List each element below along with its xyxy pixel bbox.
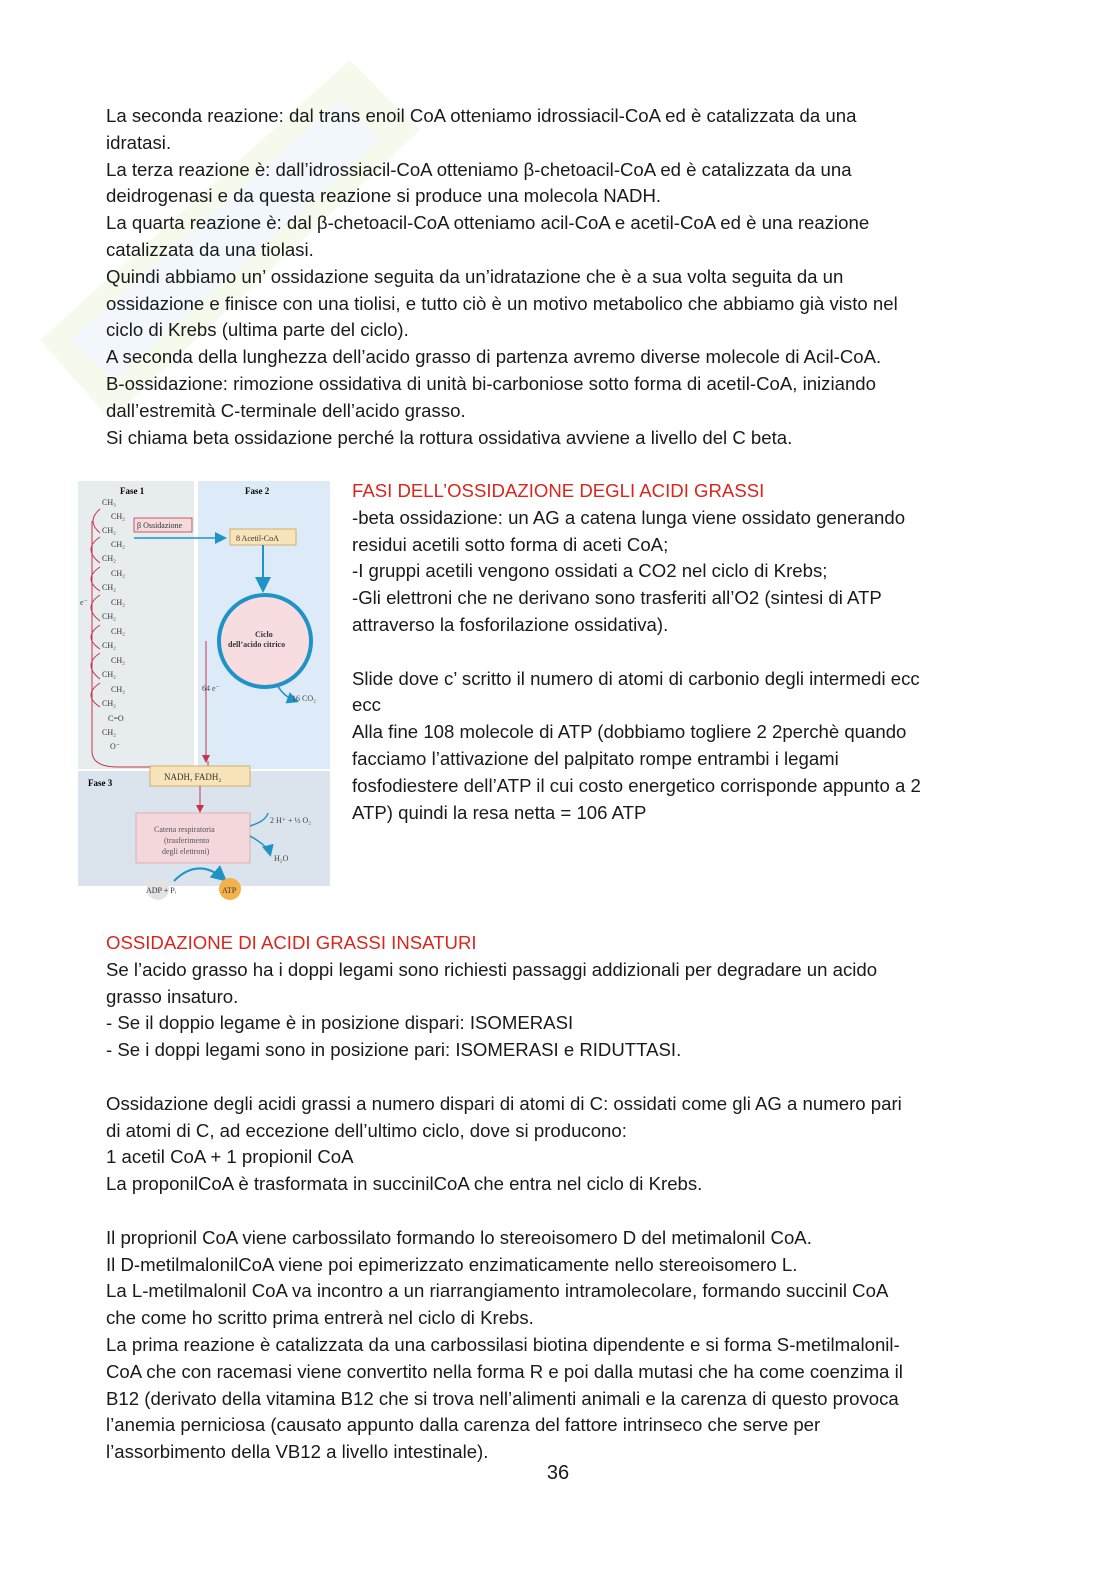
chain-group: CH₂ xyxy=(102,670,116,679)
text-line: -beta ossidazione: un AG a catena lunga viene ossidato generando xyxy=(352,506,906,528)
text-line: -Gli elettroni che ne derivano sono trasferiti all’O2 (sintesi di ATP xyxy=(352,587,882,609)
text-line: l’assorbimento della VB12 a livello intestinale). xyxy=(106,1441,489,1463)
chain-group: CH₂ xyxy=(102,612,116,621)
adp-label: ADP + Pᵢ xyxy=(146,886,176,895)
chain-group: CH₂ xyxy=(111,627,125,636)
text-line: - Se il doppio legame è in posizione dispari: ISOMERASI xyxy=(106,1012,574,1034)
unsaturated-section xyxy=(106,930,1006,1466)
chain-group: CH₂ xyxy=(102,583,116,592)
text-line: idratasi. xyxy=(106,131,172,153)
text-line: Ossidazione degli acidi grassi a numero dispari di atomi di C: ossidati come gli AG a numero pari xyxy=(106,1092,902,1114)
text-line: Il proprionil CoA viene carbossilato formando lo stereoisomero D del metimalonil CoA. xyxy=(106,1226,812,1248)
text-line: ossidazione e finisce con una tiolisi, e tutto ciò è un motivo metabolico che abbiamo già visto nel xyxy=(106,292,898,314)
text-line: fosfodiestere dell’ATP il cui costo energetico corrisponde appunto a 2 xyxy=(352,774,921,796)
text-line: B-ossidazione: rimozione ossidativa di unità bi-carboniose sotto forma di acetil-CoA, iniziando xyxy=(106,372,876,394)
phases-heading: FASI DELL’OSSIDAZIONE DEGLI ACIDI GRASSI xyxy=(352,480,765,501)
oxygen-label: 2 H⁺ + ½ O₂ xyxy=(270,816,312,825)
text-line: deidrogenasi e da questa reazione si produce una molecola NADH. xyxy=(106,185,662,207)
text-line: La seconda reazione: dal trans enoil CoA otteniamo idrossiacil-CoA ed è catalizzata da una xyxy=(106,105,857,126)
chain-group: C=O xyxy=(108,714,124,723)
chain-group: CH₃ xyxy=(102,498,116,507)
chain-group: O⁻ xyxy=(110,742,120,751)
water-label: H₂O xyxy=(274,854,289,863)
top-paragraph xyxy=(106,103,1006,451)
chain-group: CH₂ xyxy=(111,685,125,694)
text-line: -I gruppi acetili vengono ossidati a CO2 nel ciclo di Krebs; xyxy=(352,560,828,582)
page-number: 36 xyxy=(546,1462,570,1484)
chain-group: CH₂ xyxy=(111,598,125,607)
text-line: La terza reazione è: dall’idrossiacil-CoA otteniamo β-chetoacil-CoA ed è catalizzata da una xyxy=(106,158,852,180)
text-line: La proponilCoA è trasformata in succinilCoA che entra nel ciclo di Krebs. xyxy=(106,1173,703,1195)
chain-group: CH₂ xyxy=(102,554,116,563)
chain-group: CH₂ xyxy=(102,699,116,708)
text-line: 1 acetil CoA + 1 propionil CoA xyxy=(106,1146,354,1168)
text-line: ciclo di Krebs (ultima parte del ciclo). xyxy=(106,319,409,341)
fase1-label: Fase 1 xyxy=(120,486,145,496)
text-line: B12 (derivato della vitamina B12 che si trova nell’alimenti animali e la carenza di questo provoca xyxy=(106,1387,899,1409)
text-line: Alla fine 108 molecole di ATP (dobbiamo togliere 2 2perchè quando xyxy=(352,721,907,743)
text-line: facciamo l’attivazione del palpitato rompe entrambi i legami xyxy=(352,747,839,769)
text-line: CoA che con racemasi viene convertito nella forma R e poi dalla mutasi che ha come coenzima il xyxy=(106,1360,903,1382)
chain-group: CH₂ xyxy=(102,728,116,737)
text-line: Quindi abbiamo un’ ossidazione seguita da un’idratazione che è a sua volta seguita da un xyxy=(106,265,844,287)
fase3-label: Fase 3 xyxy=(88,778,113,788)
cycle-label-line2: dell’acido citrico xyxy=(228,640,286,649)
chain-group: CH₂ xyxy=(111,512,125,521)
text-line: Slide dove c’ scritto il numero di atomi di carbonio degli intermedi ecc xyxy=(352,667,920,689)
co2-label: 16 CO₂ xyxy=(292,694,316,703)
electrons-label: e⁻ xyxy=(80,598,88,607)
spacer xyxy=(352,639,1012,666)
text-line: Il D-metilmalonilCoA viene poi epimerizzato enzimaticamente nello stereoisomero L. xyxy=(106,1253,798,1275)
chain-label-1: Catena respiratoria xyxy=(154,825,215,834)
fatty-acid-oxidation-diagram xyxy=(78,481,330,895)
text-line: A seconda della lunghezza dell’acido grasso di partenza avremo diverse molecole di Acil-CoA. xyxy=(106,346,882,368)
text-line: ATP) quindi la resa netta = 106 ATP xyxy=(352,801,647,823)
spacer xyxy=(106,1198,1006,1225)
chain-group: CH₂ xyxy=(111,540,125,549)
e64-label: 64 e⁻ xyxy=(202,684,220,693)
chain-label-3: degli elettroni) xyxy=(162,847,210,856)
cycle-label-line1: Ciclo xyxy=(255,630,273,639)
chain-group: CH₂ xyxy=(102,641,116,650)
diagram-svg xyxy=(78,481,330,895)
text-line: l’anemia perniciosa (causato appunto dalla carenza del fattore intrinseco che serve per xyxy=(106,1414,821,1436)
atp-label: ATP xyxy=(222,886,237,895)
beta-oxidation-label: β Ossidazione xyxy=(137,521,183,530)
spacer xyxy=(106,1064,1006,1091)
text-line: dall’estremità C-terminale dell’acido grasso. xyxy=(106,399,466,421)
text-line: La quarta reazione è: dal β-chetoacil-CoA otteniamo acil-CoA e acetil-CoA ed è una reazione xyxy=(106,212,870,234)
unsaturated-heading: OSSIDAZIONE DI ACIDI GRASSI INSATURI xyxy=(106,932,477,953)
text-line: Si chiama beta ossidazione perché la rottura ossidativa avviene a livello del C beta. xyxy=(106,426,793,448)
chain-group: CH₂ xyxy=(111,569,125,578)
nadh-label: NADH, FADH₂ xyxy=(164,772,222,782)
text-line: - Se i doppi legami sono in posizione pari: ISOMERASI e RIDUTTASI. xyxy=(106,1039,682,1061)
chain-label-2: (trasferimento xyxy=(164,836,210,845)
phases-section xyxy=(352,478,1012,826)
acetyl-coa-label: 8 Acetil-CoA xyxy=(236,534,279,543)
fase2-label: Fase 2 xyxy=(245,486,270,496)
text-line: che come ho scritto prima entrerà nel ciclo di Krebs. xyxy=(106,1307,534,1329)
text-line: di atomi di C, ad eccezione dell’ultimo ciclo, dove si producono: xyxy=(106,1119,627,1141)
text-line: catalizzata da una tiolasi. xyxy=(106,238,314,260)
chain-group: CH₂ xyxy=(111,656,125,665)
text-line: La L-metilmalonil CoA va incontro a un riarrangiamento intramolecolare, formando succinil CoA xyxy=(106,1280,889,1302)
text-line: La prima reazione è catalizzata da una carbossilasi biotina dipendente e si forma S-metilmalonil- xyxy=(106,1333,900,1355)
chain-group: CH₂ xyxy=(102,526,116,535)
text-line: residui acetili sotto forma di aceti CoA; xyxy=(352,533,669,555)
text-line: grasso insaturo. xyxy=(106,985,239,1007)
text-line: attraverso la fosforilazione ossidativa). xyxy=(352,613,669,635)
text-line: ecc xyxy=(352,694,381,716)
text-line: Se l’acido grasso ha i doppi legami sono richiesti passaggi addizionali per degradare un acido xyxy=(106,958,878,980)
